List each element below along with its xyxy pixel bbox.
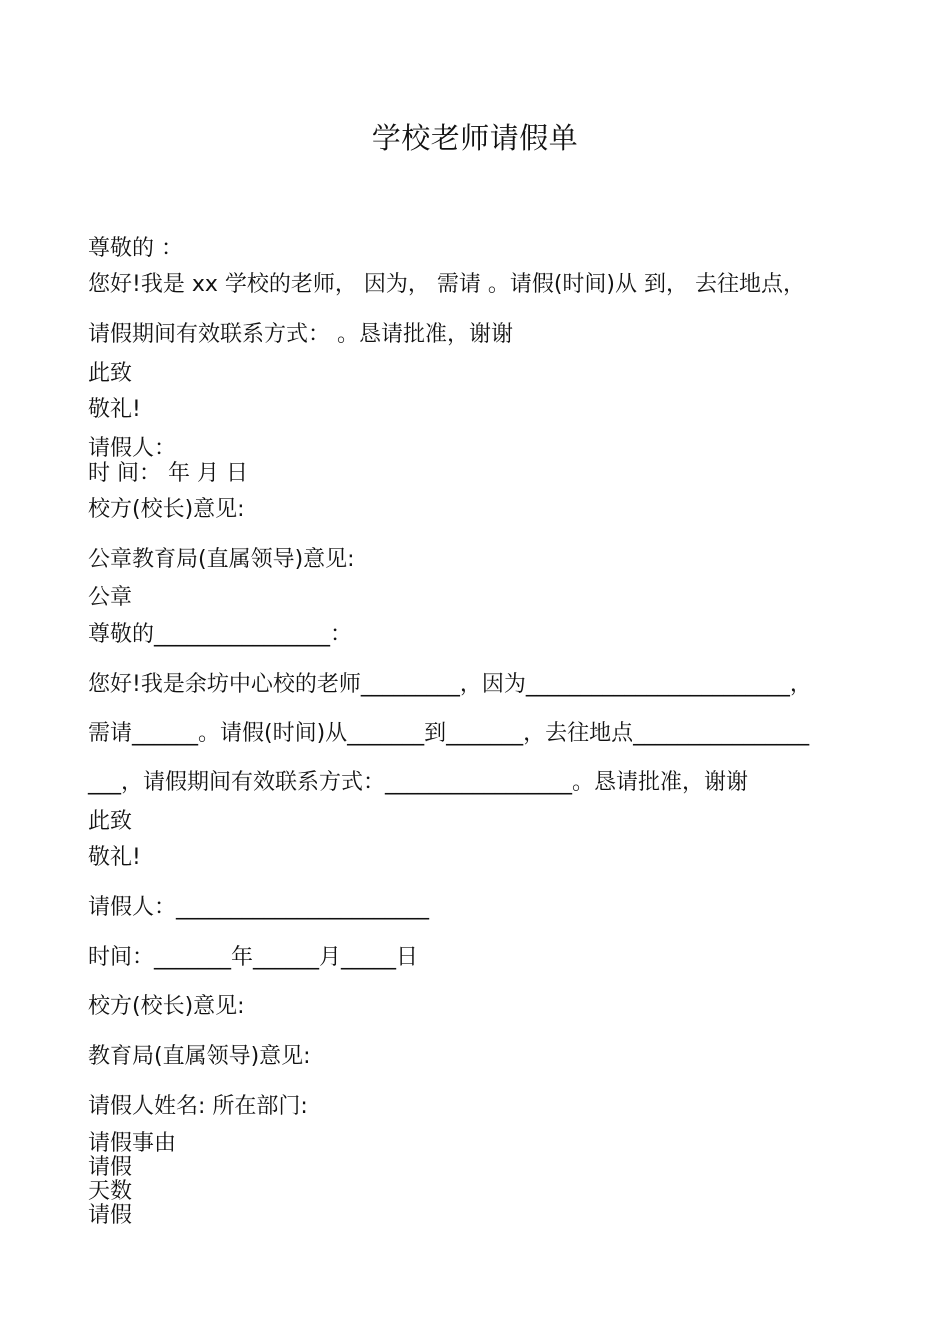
applicant-label: 请假人：: [88, 436, 177, 461]
leave-label-2: 请假: [88, 1203, 133, 1228]
applicant-label-2: 请假人：_______________________: [88, 895, 430, 920]
closing-line-4: 敬礼!: [88, 845, 141, 870]
closing-line-3: 此致: [88, 809, 133, 834]
principal-opinion-label-2: 校方(校长)意见:: [88, 994, 245, 1019]
leave-reason-label: 请假事由: [88, 1131, 177, 1156]
salutation-line: 尊敬的 ：: [88, 236, 183, 261]
bureau-opinion-label: 公章教育局(直属领导)意见:: [88, 547, 355, 572]
date-label-2: 时间：_______年______月_____日: [88, 945, 419, 970]
date-label: 时 间： 年 月 日: [88, 461, 248, 486]
principal-opinion-label: 校方(校长)意见:: [88, 497, 245, 522]
closing-line-2: 敬礼!: [88, 397, 141, 422]
body-line-1: 您好!我是 xx 学校的老师， 因为， 需请 。请假(时间)从 到， 去往地点，: [88, 272, 805, 297]
document-title: 学校老师请假单: [371, 121, 579, 155]
body-line-4: 需请______。请假(时间)从_______到_______，去往地点________________: [88, 721, 810, 746]
leave-table-labels: [88, 1132, 176, 1228]
closing-line-1: 此致: [88, 361, 133, 386]
body-line-2: 请假期间有效联系方式： 。恳请批准，谢谢: [88, 322, 513, 347]
salutation-line-2: 尊敬的________________：: [88, 622, 353, 647]
bureau-opinion-label-2: 教育局(直属领导)意见:: [88, 1044, 311, 1069]
seal-label: 公章: [88, 585, 133, 610]
leave-label: 请假: [88, 1155, 133, 1180]
days-label: 天数: [88, 1179, 133, 1204]
body-line-3: 您好!我是余坊中心校的老师_________，因为________________________，: [88, 672, 812, 697]
applicant-name-department: 请假人姓名: 所在部门:: [88, 1094, 308, 1119]
body-line-5: ___，请假期间有效联系方式：_________________。恳请批准，谢谢: [88, 770, 749, 795]
